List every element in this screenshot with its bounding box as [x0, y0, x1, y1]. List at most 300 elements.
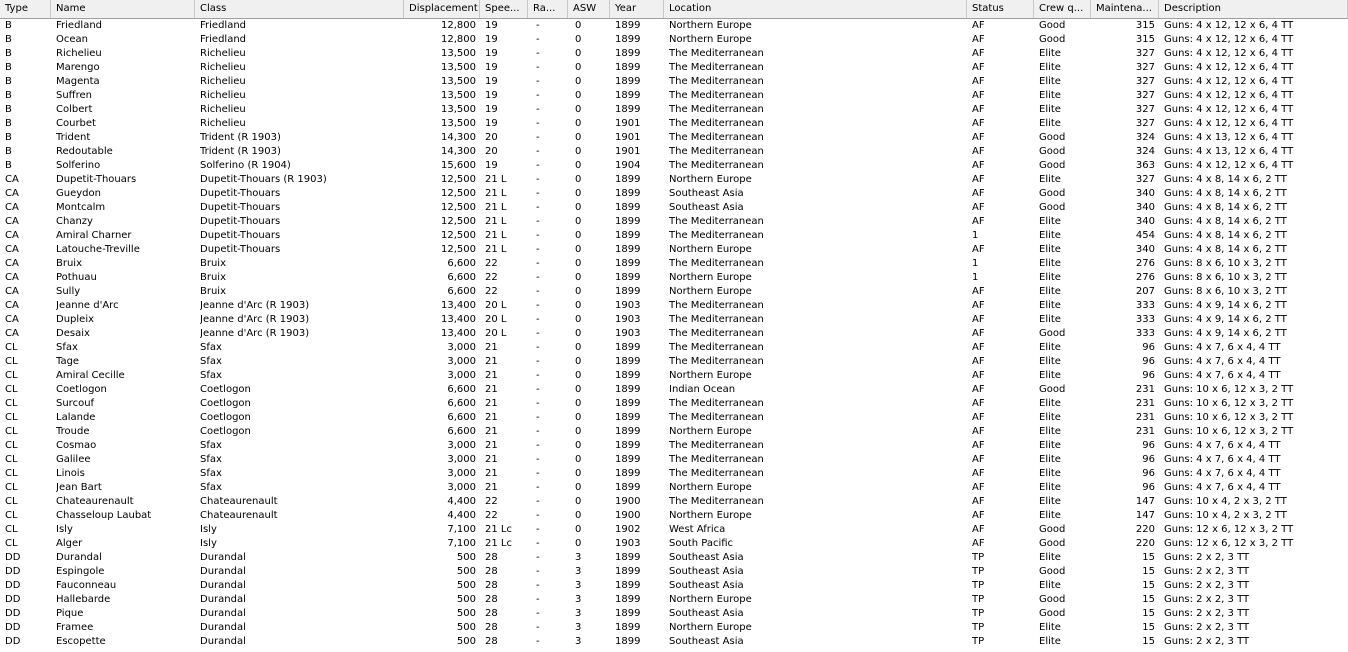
table-row[interactable] [0, 103, 1348, 117]
cell-location: The Mediterranean [669, 440, 764, 451]
cell-location: The Mediterranean [669, 412, 764, 423]
table-row[interactable] [0, 481, 1348, 495]
cell-displacement: 12,500 [441, 216, 476, 227]
cell-asw: 0 [575, 384, 582, 395]
cell-maintenance: 327 [1135, 62, 1155, 73]
table-row[interactable] [0, 159, 1348, 173]
cell-speed: 20 L [485, 328, 507, 339]
table-row[interactable] [0, 341, 1348, 355]
cell-maintenance: 96 [1142, 370, 1155, 381]
cell-year: 1899 [615, 370, 641, 381]
cell-displacement: 7,100 [447, 538, 476, 549]
column-header-status[interactable]: Status [967, 0, 1034, 18]
cell-name: Trident [56, 132, 91, 143]
cell-year: 1903 [615, 538, 641, 549]
cell-crew: Elite [1039, 48, 1061, 59]
table-row[interactable] [0, 383, 1348, 397]
cell-location: Northern Europe [669, 244, 752, 255]
table-row[interactable] [0, 635, 1348, 649]
cell-location: The Mediterranean [669, 62, 764, 73]
cell-asw: 0 [575, 244, 582, 255]
cell-type: CL [5, 440, 18, 451]
column-header-class[interactable]: Class [195, 0, 404, 18]
cell-description: Guns: 4 x 7, 6 x 4, 4 TT [1164, 468, 1281, 479]
cell-year: 1899 [615, 48, 641, 59]
cell-class: Richelieu [200, 118, 246, 129]
cell-class: Jeanne d'Arc (R 1903) [200, 328, 310, 339]
table-row[interactable] [0, 607, 1348, 621]
cell-displacement: 12,500 [441, 188, 476, 199]
cell-type: CL [5, 454, 18, 465]
cell-status: AF [972, 342, 985, 353]
cell-status: AF [972, 146, 985, 157]
cell-asw: 0 [575, 34, 582, 45]
cell-maintenance: 15 [1142, 552, 1155, 563]
table-row[interactable] [0, 621, 1348, 635]
cell-maintenance: 327 [1135, 48, 1155, 59]
cell-crew: Elite [1039, 272, 1061, 283]
cell-type: DD [5, 580, 21, 591]
cell-speed: 21 L [485, 230, 507, 241]
cell-maintenance: 96 [1142, 440, 1155, 451]
cell-status: AF [972, 20, 985, 31]
cell-year: 1902 [615, 524, 641, 535]
cell-name: Marengo [56, 62, 100, 73]
column-header-crew[interactable]: Crew q... [1034, 0, 1091, 18]
cell-asw: 0 [575, 398, 582, 409]
cell-type: B [5, 34, 12, 45]
cell-status: AF [972, 174, 985, 185]
cell-crew: Elite [1039, 244, 1061, 255]
cell-status: AF [972, 496, 985, 507]
cell-location: The Mediterranean [669, 356, 764, 367]
cell-range: - [536, 118, 540, 129]
column-header-asw[interactable]: ASW [568, 0, 610, 18]
cell-type: DD [5, 594, 21, 605]
cell-status: AF [972, 48, 985, 59]
cell-description: Guns: 10 x 4, 2 x 3, 2 TT [1164, 496, 1287, 507]
cell-crew: Good [1039, 146, 1066, 157]
column-header-speed[interactable]: Spee... [480, 0, 528, 18]
cell-description: Guns: 4 x 12, 12 x 6, 4 TT [1164, 118, 1294, 129]
cell-name: Jean Bart [56, 482, 102, 493]
cell-displacement: 3,000 [447, 468, 476, 479]
cell-type: DD [5, 622, 21, 633]
cell-speed: 19 [485, 34, 498, 45]
cell-maintenance: 96 [1142, 342, 1155, 353]
cell-crew: Good [1039, 20, 1066, 31]
cell-description: Guns: 4 x 7, 6 x 4, 4 TT [1164, 440, 1281, 451]
cell-asw: 0 [575, 468, 582, 479]
column-header-range[interactable]: Ra... [528, 0, 568, 18]
table-row[interactable] [0, 425, 1348, 439]
cell-name: Sully [56, 286, 81, 297]
table-row[interactable] [0, 551, 1348, 565]
cell-asw: 0 [575, 286, 582, 297]
cell-status: AF [972, 482, 985, 493]
cell-maintenance: 231 [1135, 398, 1155, 409]
cell-status: AF [972, 468, 985, 479]
cell-name: Galilee [56, 454, 91, 465]
cell-description: Guns: 4 x 8, 14 x 6, 2 TT [1164, 244, 1287, 255]
table-row[interactable] [0, 33, 1348, 47]
cell-class: Dupetit-Thouars (R 1903) [200, 174, 327, 185]
cell-crew: Elite [1039, 622, 1061, 633]
cell-displacement: 6,600 [447, 258, 476, 269]
table-row[interactable] [0, 89, 1348, 103]
table-row[interactable] [0, 47, 1348, 61]
table-row[interactable] [0, 313, 1348, 327]
cell-class: Isly [200, 538, 217, 549]
cell-type: CL [5, 370, 18, 381]
cell-displacement: 6,600 [447, 412, 476, 423]
cell-type: CA [5, 202, 19, 213]
cell-maintenance: 96 [1142, 356, 1155, 367]
cell-class: Durandal [200, 594, 246, 605]
cell-displacement: 13,500 [441, 118, 476, 129]
column-header-location[interactable]: Location [664, 0, 967, 18]
table-row[interactable] [0, 327, 1348, 341]
cell-crew: Good [1039, 202, 1066, 213]
cell-year: 1899 [615, 566, 641, 577]
table-row[interactable] [0, 271, 1348, 285]
cell-crew: Good [1039, 384, 1066, 395]
column-header-type[interactable]: Type [0, 0, 51, 18]
cell-description: Guns: 4 x 7, 6 x 4, 4 TT [1164, 454, 1281, 465]
cell-speed: 21 [485, 482, 498, 493]
cell-description: Guns: 4 x 8, 14 x 6, 2 TT [1164, 188, 1287, 199]
cell-class: Dupetit-Thouars [200, 216, 281, 227]
cell-type: CL [5, 538, 18, 549]
cell-asw: 0 [575, 90, 582, 101]
table-row[interactable] [0, 565, 1348, 579]
table-row[interactable] [0, 201, 1348, 215]
cell-year: 1899 [615, 440, 641, 451]
cell-asw: 0 [575, 524, 582, 535]
table-row[interactable] [0, 257, 1348, 271]
column-header-description[interactable]: Description [1159, 0, 1348, 18]
cell-status: TP [972, 552, 985, 563]
cell-year: 1903 [615, 328, 641, 339]
cell-range: - [536, 636, 540, 647]
cell-type: CA [5, 188, 19, 199]
cell-year: 1903 [615, 300, 641, 311]
table-row[interactable] [0, 355, 1348, 369]
cell-description: Guns: 10 x 4, 2 x 3, 2 TT [1164, 510, 1287, 521]
cell-description: Guns: 4 x 8, 14 x 6, 2 TT [1164, 230, 1287, 241]
cell-year: 1899 [615, 468, 641, 479]
cell-speed: 21 [485, 468, 498, 479]
cell-maintenance: 327 [1135, 118, 1155, 129]
cell-crew: Good [1039, 132, 1066, 143]
cell-displacement: 13,500 [441, 104, 476, 115]
cell-type: CL [5, 412, 18, 423]
cell-year: 1899 [615, 580, 641, 591]
cell-class: Durandal [200, 580, 246, 591]
cell-description: Guns: 4 x 8, 14 x 6, 2 TT [1164, 174, 1287, 185]
cell-description: Guns: 2 x 2, 3 TT [1164, 566, 1250, 577]
cell-status: AF [972, 104, 985, 115]
cell-class: Sfax [200, 454, 222, 465]
cell-range: - [536, 132, 540, 143]
table-row[interactable] [0, 243, 1348, 257]
table-row[interactable] [0, 131, 1348, 145]
table-row[interactable] [0, 229, 1348, 243]
cell-description: Guns: 4 x 7, 6 x 4, 4 TT [1164, 482, 1281, 493]
cell-name: Magenta [56, 76, 100, 87]
cell-description: Guns: 4 x 12, 12 x 6, 4 TT [1164, 20, 1294, 31]
cell-year: 1904 [615, 160, 641, 171]
cell-asw: 0 [575, 300, 582, 311]
cell-year: 1899 [615, 104, 641, 115]
cell-class: Sfax [200, 370, 222, 381]
cell-crew: Elite [1039, 216, 1061, 227]
cell-class: Dupetit-Thouars [200, 230, 281, 241]
cell-crew: Elite [1039, 174, 1061, 185]
cell-range: - [536, 174, 540, 185]
cell-crew: Good [1039, 608, 1066, 619]
cell-year: 1899 [615, 384, 641, 395]
cell-name: Chasseloup Laubat [56, 510, 152, 521]
cell-displacement: 3,000 [447, 482, 476, 493]
cell-description: Guns: 8 x 6, 10 x 3, 2 TT [1164, 258, 1287, 269]
table-row[interactable] [0, 19, 1348, 33]
cell-location: Southeast Asia [669, 636, 744, 647]
cell-name: Cosmao [56, 440, 97, 451]
table-row[interactable] [0, 537, 1348, 551]
table-row[interactable] [0, 299, 1348, 313]
column-header-year[interactable]: Year [610, 0, 664, 18]
cell-displacement: 12,500 [441, 230, 476, 241]
cell-range: - [536, 426, 540, 437]
cell-asw: 0 [575, 426, 582, 437]
cell-status: AF [972, 370, 985, 381]
cell-status: TP [972, 580, 985, 591]
column-header-maintenance[interactable]: Maintena... [1091, 0, 1159, 18]
cell-crew: Elite [1039, 62, 1061, 73]
cell-crew: Elite [1039, 76, 1061, 87]
cell-crew: Good [1039, 524, 1066, 535]
cell-location: Southeast Asia [669, 580, 744, 591]
cell-displacement: 12,500 [441, 244, 476, 255]
cell-displacement: 7,100 [447, 524, 476, 535]
cell-displacement: 3,000 [447, 440, 476, 451]
cell-displacement: 500 [456, 608, 476, 619]
cell-maintenance: 324 [1135, 146, 1155, 157]
cell-range: - [536, 524, 540, 535]
cell-range: - [536, 356, 540, 367]
cell-displacement: 6,600 [447, 286, 476, 297]
cell-range: - [536, 202, 540, 213]
cell-crew: Elite [1039, 454, 1061, 465]
cell-status: AF [972, 188, 985, 199]
cell-location: Northern Europe [669, 34, 752, 45]
table-row[interactable] [0, 453, 1348, 467]
cell-crew: Good [1039, 34, 1066, 45]
cell-displacement: 13,500 [441, 48, 476, 59]
cell-class: Richelieu [200, 104, 246, 115]
cell-name: Isly [56, 524, 73, 535]
cell-asw: 0 [575, 328, 582, 339]
cell-speed: 21 L [485, 188, 507, 199]
table-row[interactable] [0, 467, 1348, 481]
cell-speed: 21 [485, 412, 498, 423]
cell-year: 1899 [615, 216, 641, 227]
table-row[interactable] [0, 593, 1348, 607]
cell-range: - [536, 622, 540, 633]
cell-type: DD [5, 608, 21, 619]
cell-speed: 19 [485, 20, 498, 31]
cell-name: Ocean [56, 34, 88, 45]
cell-status: TP [972, 622, 985, 633]
cell-range: - [536, 76, 540, 87]
table-row[interactable] [0, 495, 1348, 509]
table-row[interactable] [0, 579, 1348, 593]
cell-class: Sfax [200, 482, 222, 493]
table-row[interactable] [0, 397, 1348, 411]
cell-location: Northern Europe [669, 286, 752, 297]
cell-name: Colbert [56, 104, 93, 115]
cell-asw: 0 [575, 132, 582, 143]
cell-range: - [536, 566, 540, 577]
cell-year: 1899 [615, 20, 641, 31]
cell-asw: 0 [575, 314, 582, 325]
cell-range: - [536, 328, 540, 339]
cell-speed: 21 L [485, 174, 507, 185]
cell-year: 1899 [615, 398, 641, 409]
cell-range: - [536, 48, 540, 59]
cell-maintenance: 231 [1135, 384, 1155, 395]
cell-class: Coetlogon [200, 384, 251, 395]
cell-asw: 0 [575, 440, 582, 451]
cell-crew: Good [1039, 566, 1066, 577]
table-row[interactable] [0, 173, 1348, 187]
cell-name: Pique [56, 608, 84, 619]
cell-type: CA [5, 174, 19, 185]
cell-description: Guns: 2 x 2, 3 TT [1164, 608, 1250, 619]
cell-year: 1899 [615, 426, 641, 437]
cell-location: Northern Europe [669, 20, 752, 31]
cell-speed: 20 [485, 146, 498, 157]
table-row[interactable] [0, 75, 1348, 89]
cell-location: The Mediterranean [669, 300, 764, 311]
cell-speed: 21 Lc [485, 538, 512, 549]
table-row[interactable] [0, 411, 1348, 425]
cell-type: B [5, 76, 12, 87]
cell-speed: 19 [485, 62, 498, 73]
cell-location: The Mediterranean [669, 454, 764, 465]
cell-description: Guns: 2 x 2, 3 TT [1164, 594, 1250, 605]
cell-type: CL [5, 496, 18, 507]
cell-speed: 21 [485, 370, 498, 381]
cell-range: - [536, 440, 540, 451]
table-row[interactable] [0, 369, 1348, 383]
cell-location: The Mediterranean [669, 90, 764, 101]
cell-range: - [536, 468, 540, 479]
cell-asw: 0 [575, 202, 582, 213]
cell-description: Guns: 10 x 6, 12 x 3, 2 TT [1164, 412, 1294, 423]
cell-status: TP [972, 566, 985, 577]
table-row[interactable] [0, 61, 1348, 75]
cell-range: - [536, 594, 540, 605]
cell-description: Guns: 10 x 6, 12 x 3, 2 TT [1164, 426, 1294, 437]
cell-maintenance: 333 [1135, 314, 1155, 325]
table-row[interactable] [0, 439, 1348, 453]
cell-type: DD [5, 566, 21, 577]
cell-maintenance: 340 [1135, 244, 1155, 255]
cell-type: CL [5, 468, 18, 479]
cell-location: Northern Europe [669, 272, 752, 283]
cell-type: DD [5, 552, 21, 563]
table-row[interactable] [0, 187, 1348, 201]
cell-range: - [536, 160, 540, 171]
cell-description: Guns: 4 x 8, 14 x 6, 2 TT [1164, 202, 1287, 213]
cell-description: Guns: 4 x 12, 12 x 6, 4 TT [1164, 34, 1294, 45]
cell-asw: 0 [575, 510, 582, 521]
cell-name: Chanzy [56, 216, 93, 227]
table-row[interactable] [0, 509, 1348, 523]
cell-type: CA [5, 258, 19, 269]
column-header-displacement[interactable]: Displacement [404, 0, 480, 18]
cell-maintenance: 15 [1142, 622, 1155, 633]
cell-status: AF [972, 300, 985, 311]
cell-status: AF [972, 510, 985, 521]
cell-year: 1899 [615, 342, 641, 353]
table-row[interactable] [0, 285, 1348, 299]
cell-description: Guns: 4 x 7, 6 x 4, 4 TT [1164, 370, 1281, 381]
table-row[interactable] [0, 215, 1348, 229]
cell-name: Jeanne d'Arc [56, 300, 119, 311]
cell-range: - [536, 272, 540, 283]
table-row[interactable] [0, 145, 1348, 159]
cell-speed: 22 [485, 496, 498, 507]
cell-location: Southeast Asia [669, 566, 744, 577]
cell-description: Guns: 2 x 2, 3 TT [1164, 580, 1250, 591]
cell-description: Guns: 4 x 9, 14 x 6, 2 TT [1164, 300, 1287, 311]
cell-crew: Elite [1039, 552, 1061, 563]
cell-year: 1899 [615, 622, 641, 633]
cell-name: Richelieu [56, 48, 102, 59]
column-header-name[interactable]: Name [51, 0, 195, 18]
cell-location: Southeast Asia [669, 202, 744, 213]
cell-maintenance: 276 [1135, 272, 1155, 283]
cell-maintenance: 327 [1135, 76, 1155, 87]
cell-crew: Elite [1039, 90, 1061, 101]
cell-crew: Elite [1039, 104, 1061, 115]
cell-maintenance: 220 [1135, 524, 1155, 535]
cell-range: - [536, 90, 540, 101]
cell-location: Indian Ocean [669, 384, 736, 395]
table-row[interactable] [0, 117, 1348, 131]
cell-status: AF [972, 34, 985, 45]
cell-description: Guns: 4 x 12, 12 x 6, 4 TT [1164, 48, 1294, 59]
cell-displacement: 6,600 [447, 426, 476, 437]
cell-class: Coetlogon [200, 412, 251, 423]
cell-crew: Elite [1039, 314, 1061, 325]
cell-maintenance: 340 [1135, 202, 1155, 213]
cell-asw: 0 [575, 104, 582, 115]
cell-displacement: 6,600 [447, 384, 476, 395]
cell-maintenance: 207 [1135, 286, 1155, 297]
cell-description: Guns: 4 x 12, 12 x 6, 4 TT [1164, 90, 1294, 101]
cell-class: Trident (R 1903) [200, 132, 281, 143]
table-row[interactable] [0, 523, 1348, 537]
cell-crew: Good [1039, 160, 1066, 171]
cell-speed: 20 [485, 132, 498, 143]
cell-range: - [536, 258, 540, 269]
cell-name: Espingole [56, 566, 105, 577]
cell-speed: 21 [485, 440, 498, 451]
